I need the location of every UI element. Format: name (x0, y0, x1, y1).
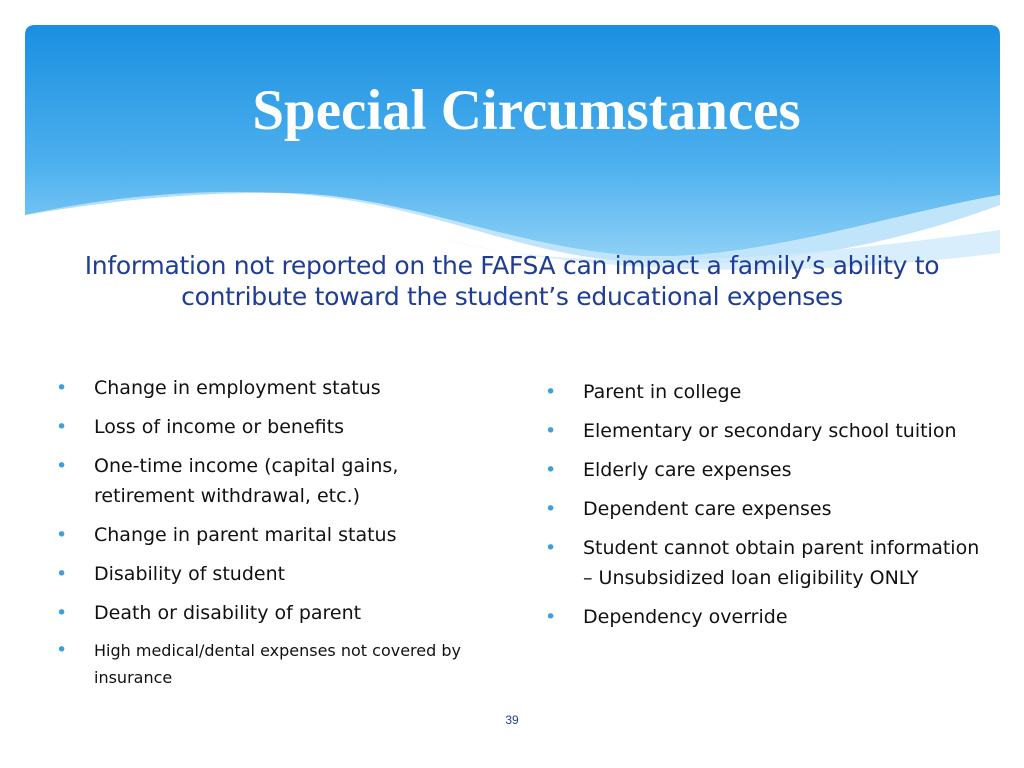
list-item-text: Disability of student (94, 563, 286, 585)
list-item-text: Loss of income or benefits (94, 416, 344, 438)
list-item (52, 520, 482, 550)
slide-subtitle: Information not reported on the FAFSA can impact a family’s ability to contribute toward the student’s educational expenses (84, 251, 940, 311)
left-bullet-list (52, 373, 482, 700)
list-item (541, 455, 981, 485)
list-item (52, 598, 482, 628)
bullet-icon: • (56, 524, 68, 546)
list-item (52, 451, 482, 511)
list-item-text: Parent in college (583, 381, 742, 403)
bullet-icon: • (56, 602, 68, 624)
list-item (541, 416, 981, 446)
list-item (52, 559, 482, 589)
list-item-text: Dependent care expenses (583, 498, 832, 520)
list-item (541, 533, 981, 593)
list-item-text: Elementary or secondary school tuition (583, 420, 957, 442)
list-item-text: Death or disability of parent (94, 602, 362, 624)
bullet-icon: • (56, 563, 68, 585)
bullet-icon: • (545, 420, 557, 442)
bullet-icon: • (545, 606, 557, 628)
list-item (52, 412, 482, 442)
list-item (541, 494, 981, 524)
list-item (52, 637, 482, 691)
bullet-icon: • (545, 537, 557, 559)
list-item-text: High medical/dental expenses not covered by insurance (94, 641, 461, 687)
list-item-text: Change in parent marital status (94, 524, 397, 546)
slide-title: Special Circumstances (252, 79, 801, 142)
title-banner (25, 25, 1000, 275)
right-bullet-list (541, 377, 981, 641)
list-item-text: Student cannot obtain parent information – Unsubsidized loan eligibility ONLY (583, 537, 980, 589)
list-item-text: One-time income (capital gains, retirement withdrawal, etc.) (94, 455, 399, 507)
bullet-icon: • (545, 498, 557, 520)
list-item (541, 602, 981, 632)
bullet-icon: • (56, 377, 68, 399)
list-item (541, 377, 981, 407)
bullet-icon: • (545, 459, 557, 481)
bullet-icon: • (545, 381, 557, 403)
list-item-text: Change in employment status (94, 377, 381, 399)
list-item-text: Dependency override (583, 606, 788, 628)
bullet-icon: • (56, 639, 68, 661)
bullet-icon: • (56, 455, 68, 477)
list-item-text: Elderly care expenses (583, 459, 792, 481)
bullet-icon: • (56, 416, 68, 438)
list-item (52, 373, 482, 403)
page-number: 39 (505, 713, 519, 727)
